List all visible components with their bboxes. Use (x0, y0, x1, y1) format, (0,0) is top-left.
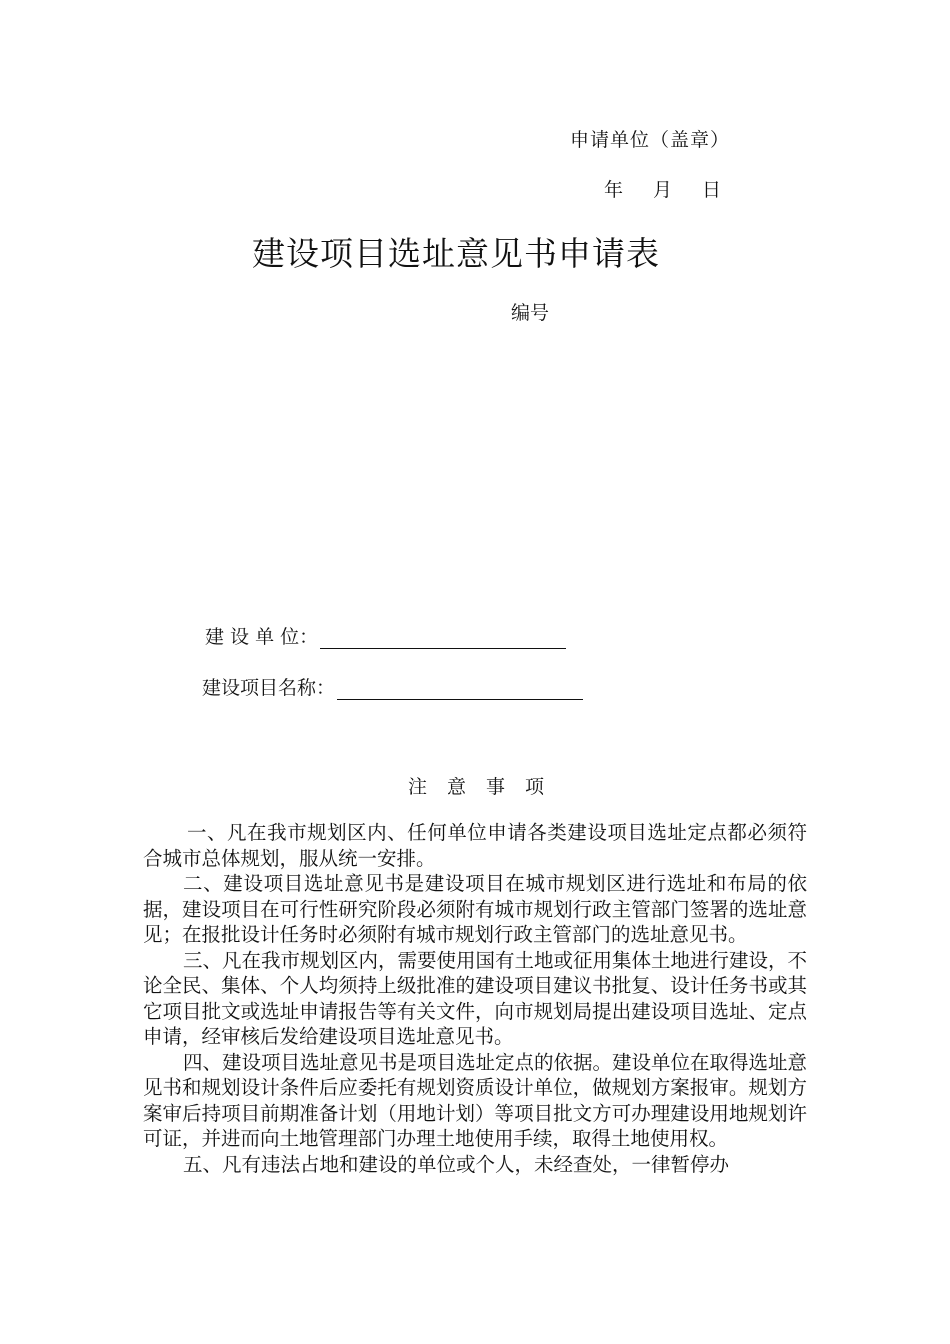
notice-body (143, 820, 807, 1177)
project-name-label: 建设项目名称： (202, 677, 336, 699)
notice-item-3: 三、凡在我市规划区内，需要使用国有土地或征用集体土地进行建设，不论全民、集体、个人均须持上级批准的建设项目建议书批复、设计任务书或其它项目批文或选址申请报告等有关文件，向市规划局提出建设项目选址、定点申请，经审核后发给建设项目选址意见书。 (143, 948, 808, 1048)
notice-heading: 注意事项 (408, 776, 565, 798)
notice-item-2: 二、建设项目选址意见书是建设项目在城市规划区进行选址和布局的依据，建设项目在可行性研究阶段必须附有城市规划行政主管部门签署的选址意见；在报批设计任务时必须附有城市规划行政主管部门的选址意见书。 (143, 872, 807, 946)
notice-item-1: 一、凡在我市规划区内、任何单位申请各类建设项目选址定点都必须符合城市总体规划，服从统一安排。 (143, 821, 807, 870)
applicant-seal-label: 申请单位（盖章） (570, 129, 731, 151)
project-name-field (202, 673, 583, 700)
date-line (604, 175, 721, 202)
serial-number-label: 编号 (511, 302, 550, 324)
notice-item-4: 四、建设项目选址意见书是项目选址定点的依据。建设单位在取得选址意见书和规划设计条件后应委托有规划资质设计单位，做规划方案报审。规划方案审后持项目前期准备计划（用地计划）等项目批文方可办理建设用地规划许可证，并进而向土地管理部门办理土地使用手续，取得土地使用权。 (143, 1050, 808, 1150)
page-title: 建设项目选址意见书申请表 (252, 234, 660, 273)
date-month: 月 (653, 179, 673, 201)
project-name-input-line[interactable] (337, 677, 583, 700)
builder-input-line[interactable] (320, 626, 566, 649)
notice-item-5: 五、凡有违法占地和建设的单位或个人，未经查处，一律暂停办 (183, 1152, 730, 1176)
builder-label: 建 设 单 位： (205, 626, 319, 648)
builder-field (205, 622, 566, 649)
date-year: 年 (604, 179, 624, 201)
date-day: 日 (702, 179, 722, 201)
